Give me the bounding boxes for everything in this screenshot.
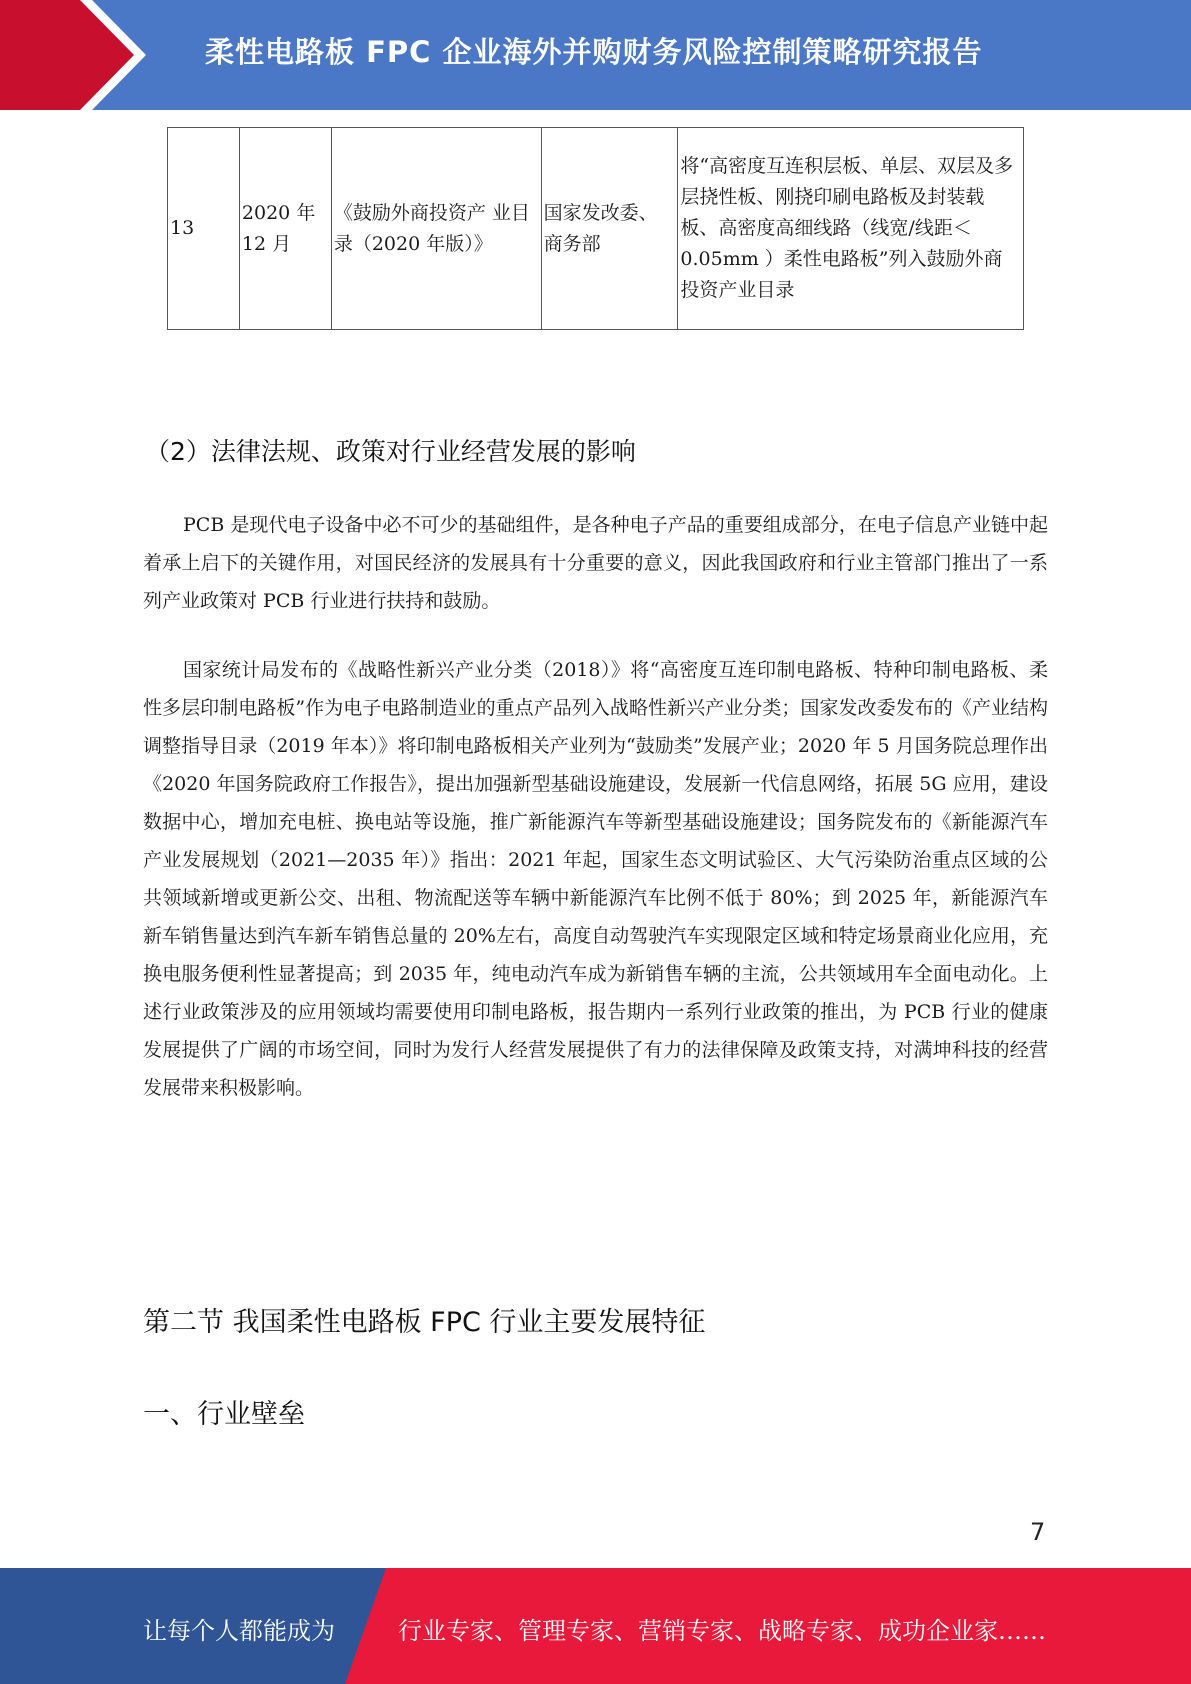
page-number: 7 — [1030, 1518, 1046, 1546]
policy-table — [167, 127, 1024, 330]
header-arrow-icon — [0, 0, 160, 110]
item-heading: 一、行业壁垒 — [143, 1399, 305, 1430]
footer-slogan-right: 行业专家、管理专家、营销专家、战略专家、成功企业家…… — [398, 1617, 1046, 1645]
cell-date: 2020 年 12 月 — [239, 128, 331, 330]
footer-slogan-left: 让每个人都能成为 — [143, 1617, 335, 1645]
paragraph-pcb-intro: PCB 是现代电子设备中必不可少的基础组件，是各种电子产品的重要组成部分，在电子信息产业链中起着承上启下的关键作用，对国民经济的发展具有十分重要的意义，因此我国政府和行业主管部门推出了一系列产业政策对 PCB 行业进行扶持和鼓励。 — [143, 514, 1048, 612]
subsection-heading: （2）法律法规、政策对行业经营发展的影响 — [145, 437, 636, 466]
section-heading: 第二节 我国柔性电路板 FPC 行业主要发展特征 — [143, 1307, 706, 1338]
cell-document: 《鼓励外商投资产 业目录（2020 年版）》 — [331, 128, 541, 330]
header-banner — [0, 0, 1191, 110]
cell-number: 13 — [168, 128, 240, 330]
document-title: 柔性电路板 FPC 企业海外并购财务风险控制策略研究报告 — [205, 35, 983, 69]
paragraph-policy-details: 国家统计局发布的《战略性新兴产业分类（2018）》将“高密度互连印制电路板、特种印制电路板、柔性多层印制电路板”作为电子电路制造业的重点产品列入战略性新兴产业分类；国家发改委发布的《产业结构调整指导目录（2019 年本）》将印制电路板相关产业列为“鼓励类”发展产业；2020 年 5 月国务院总理作出《2020 年国务院政府工作报告》，提出加强新型基础设施建设，发展新一代信息网络，拓展 5G 应用，建设数据中心，增加充电桩、换电站等设施，推广新能源汽车等新型基础设施建设；国务院发布的《新能源汽车产业发展规划（2021—2035 年）》指出：2021 年起，国家生态文明试验区、大气污染防治重点区域的公共领域新增或更新公交、出租、物流配送等车辆中新能源汽车比例不低于 80%；到 2025 年，新能源汽车新车销售量达到汽车新车销售总量的 20%左右，高度自动驾驶汽车实现限定区域和特定场景商业化应用，充换电服务便利性显著提高；到 2035 年，纯电动汽车成为新销售车辆的主流，公共领域用车全面电动化。上述行业政策涉及的应用领域均需要使用印制电路板，报告期内一系列行业政策的推出，为 PCB 行业的健康发展提供了广阔的市场空间，同时为发行人经营发展提供了有力的法律保障及政策支持，对满坤科技的经营发展带来积极影响。 — [143, 659, 1048, 1099]
cell-issuer: 国家发改委、商务部 — [541, 128, 678, 330]
footer-banner — [0, 1568, 1191, 1684]
cell-content: 将“高密度互连积层板、单层、双层及多层挠性板、刚挠印刷电路板及封装载板、高密度高细线路（线宽/线距＜0.05mm ）柔性电路板”列入鼓励外商投资产业目录 — [678, 128, 1024, 330]
table-row — [168, 128, 1024, 330]
